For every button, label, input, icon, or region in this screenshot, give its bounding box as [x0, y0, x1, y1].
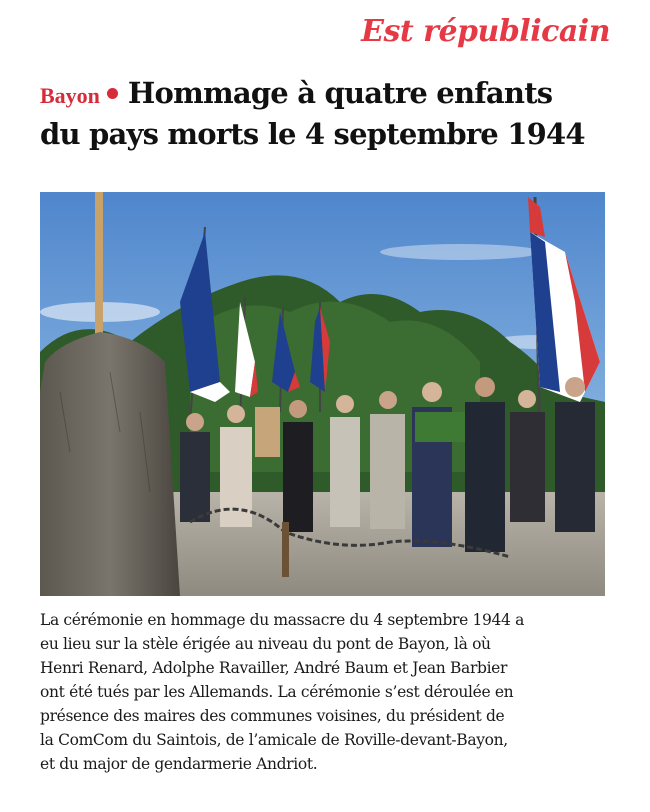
photo-caption [40, 608, 615, 776]
caption-line-3: Henri Renard, Adolphe Ravailler, André Baum et Jean Barbier [40, 659, 508, 677]
caption-line-4: ont été tués par les Allemands. La cérémonie s’est déroulée en [40, 683, 514, 701]
memorial-stele [40, 332, 180, 596]
headline-line-1: Hommage à quatre enfants [127, 76, 553, 110]
kicker-bullet-icon [107, 88, 118, 99]
caption-line-6: la ComCom du Saintois, de l’amicale de Roville-devant-Bayon, [40, 731, 508, 749]
ceremony-photo-illustration [40, 192, 605, 596]
caption-line-2: eu lieu sur la stèle érigée au niveau du pont de Bayon, là où [40, 635, 491, 653]
caption-line-5: présence des maires des communes voisines, du président de [40, 707, 505, 725]
article-photo[interactable] [40, 192, 605, 596]
cloud [380, 244, 540, 260]
caption-line-1: La cérémonie en hommage du massacre du 4 septembre 1944 a [40, 611, 524, 629]
headline-line-2: du pays morts le 4 septembre 1944 [40, 117, 585, 151]
article-headline [40, 74, 620, 154]
newspaper-masthead[interactable]: Est républicain [361, 14, 610, 49]
caption-line-7: et du major de gendarmerie Andriot. [40, 755, 318, 773]
article-kicker[interactable]: Bayon [40, 83, 100, 108]
barrier-post [282, 522, 289, 577]
